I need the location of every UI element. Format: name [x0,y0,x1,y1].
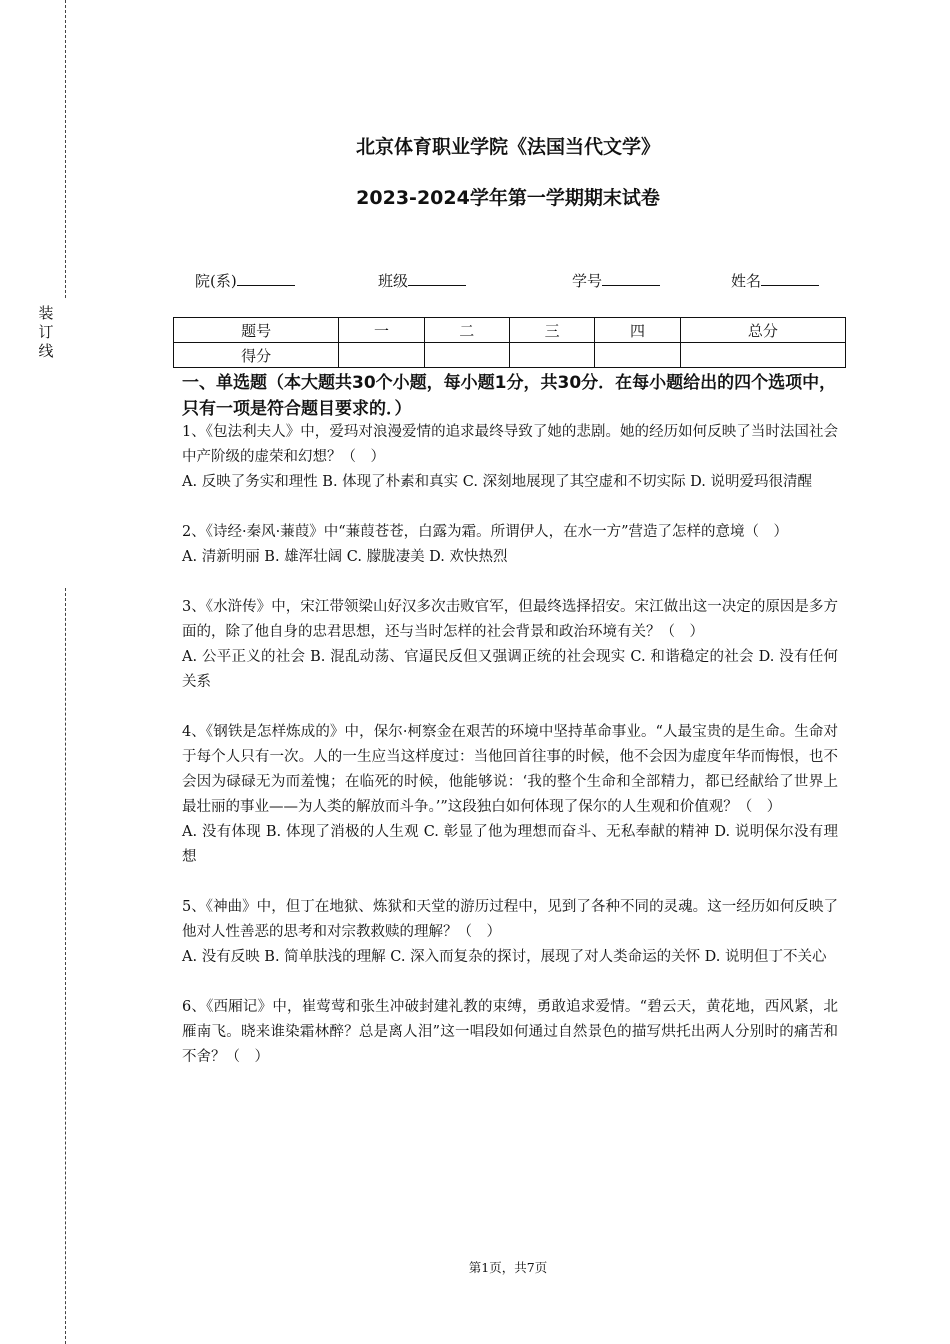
question-options: A. 没有反映 B. 简单肤浅的理解 C. 深入而复杂的探讨，展现了对人类命运的关怀 D. 说明但丁不关心 [182,949,827,965]
binding-line [65,588,66,1344]
page-number: 第1页，共7页 [468,1260,548,1275]
score-header-cell: 题号 [174,318,339,343]
score-header-cell: 二 [424,318,509,343]
question-stem: 1、《包法利夫人》中，爱玛对浪漫爱情的追求最终导致了她的悲剧。她的经历如何反映了当时法国社会中产阶级的虚荣和幻想？（ ） [182,424,838,465]
score-table [173,317,846,368]
question-item [182,895,838,970]
score-header-cell: 总分 [680,318,845,343]
dept-label: 院(系) [195,272,237,290]
score-cell [509,343,594,368]
question-item [182,420,838,495]
question-options: A. 公平正义的社会 B. 混乱动荡、官逼民反但又强调正统的社会现实 C. 和谐稳定的社会 D. 没有任何关系 [182,649,838,690]
class-label: 班级 [378,272,409,290]
question-stem: 2、《诗经·秦风·蒹葭》中“蒹葭苍苍，白露为霜。所谓伊人，在水一方”营造了怎样的意境（ ） [182,524,789,540]
name-blank [761,271,819,286]
binding-label: 装订线 [38,304,54,360]
score-header-cell: 四 [595,318,680,343]
question-item [182,995,838,1070]
class-field [378,270,466,291]
question-list [182,420,838,1095]
section-heading: 一、单选题（本大题共30个小题，每小题1分，共30分．在每小题给出的四个选项中，只有一项是符合题目要求的．） [182,373,837,419]
question-stem: 6、《西厢记》中，崔莺莺和张生冲破封建礼教的束缚，勇敢追求爱情。“碧云天，黄花地，西风紧，北雁南飞。晓来谁染霜林醉？总是离人泪”这一唱段如何通过自然景色的描写烘托出两人分别时的痛苦和不舍？（ ） [182,999,838,1065]
score-table-score-row [174,343,846,368]
score-cell [595,343,680,368]
dept-blank [237,271,295,286]
question-item [182,595,838,695]
score-cell [424,343,509,368]
question-item [182,720,838,870]
exam-title: 北京体育职业学院《法国当代文学》 [355,136,660,158]
student-id-field [572,270,660,291]
class-blank [408,271,466,286]
score-table-header-row [174,318,846,343]
question-item [182,520,838,570]
score-row-label: 得分 [174,343,339,368]
score-cell [339,343,424,368]
question-stem: 5、《神曲》中，但丁在地狱、炼狱和天堂的游历过程中，见到了各种不同的灵魂。这一经历如何反映了他对人性善恶的思考和对宗教救赎的理解？（ ） [182,899,838,940]
score-header-cell: 三 [509,318,594,343]
question-stem: 3、《水浒传》中，宋江带领梁山好汉多次击败官军，但最终选择招安。宋江做出这一决定的原因是多方面的，除了他自身的忠君思想，还与当时怎样的社会背景和政治环境有关？（ ） [182,599,838,640]
dept-field [195,270,295,291]
question-options: A. 清新明丽 B. 雄浑壮阔 C. 朦胧凄美 D. 欢快热烈 [182,549,508,565]
exam-subtitle: 2023-2024学年第一学期期末试卷 [356,187,660,209]
student-id-blank [602,271,660,286]
name-label: 姓名 [731,272,762,290]
name-field [731,270,819,291]
score-header-cell: 一 [339,318,424,343]
question-options: A. 没有体现 B. 体现了消极的人生观 C. 彰显了他为理想而奋斗、无私奉献的精神 D. 说明保尔没有理想 [182,824,838,865]
score-cell [680,343,845,368]
student-id-label: 学号 [572,272,603,290]
question-stem: 4、《钢铁是怎样炼成的》中，保尔·柯察金在艰苦的环境中坚持革命事业。“人最宝贵的是生命。生命对于每个人只有一次。人的一生应当这样度过：当他回首往事的时候，他不会因为虚度年华而悔恨，也不会因为碌碌无为而羞愧；在临死的时候，他能够说：‘我的整个生命和全部精力，都已经献给了世界上最壮丽的事业——为人类的解放而斗争。’”这段独白如何体现了保尔的人生观和价值观？（ ） [182,724,838,815]
question-options: A. 反映了务实和理性 B. 体现了朴素和真实 C. 深刻地展现了其空虚和不切实际 D. 说明爱玛很清醒 [182,474,813,490]
